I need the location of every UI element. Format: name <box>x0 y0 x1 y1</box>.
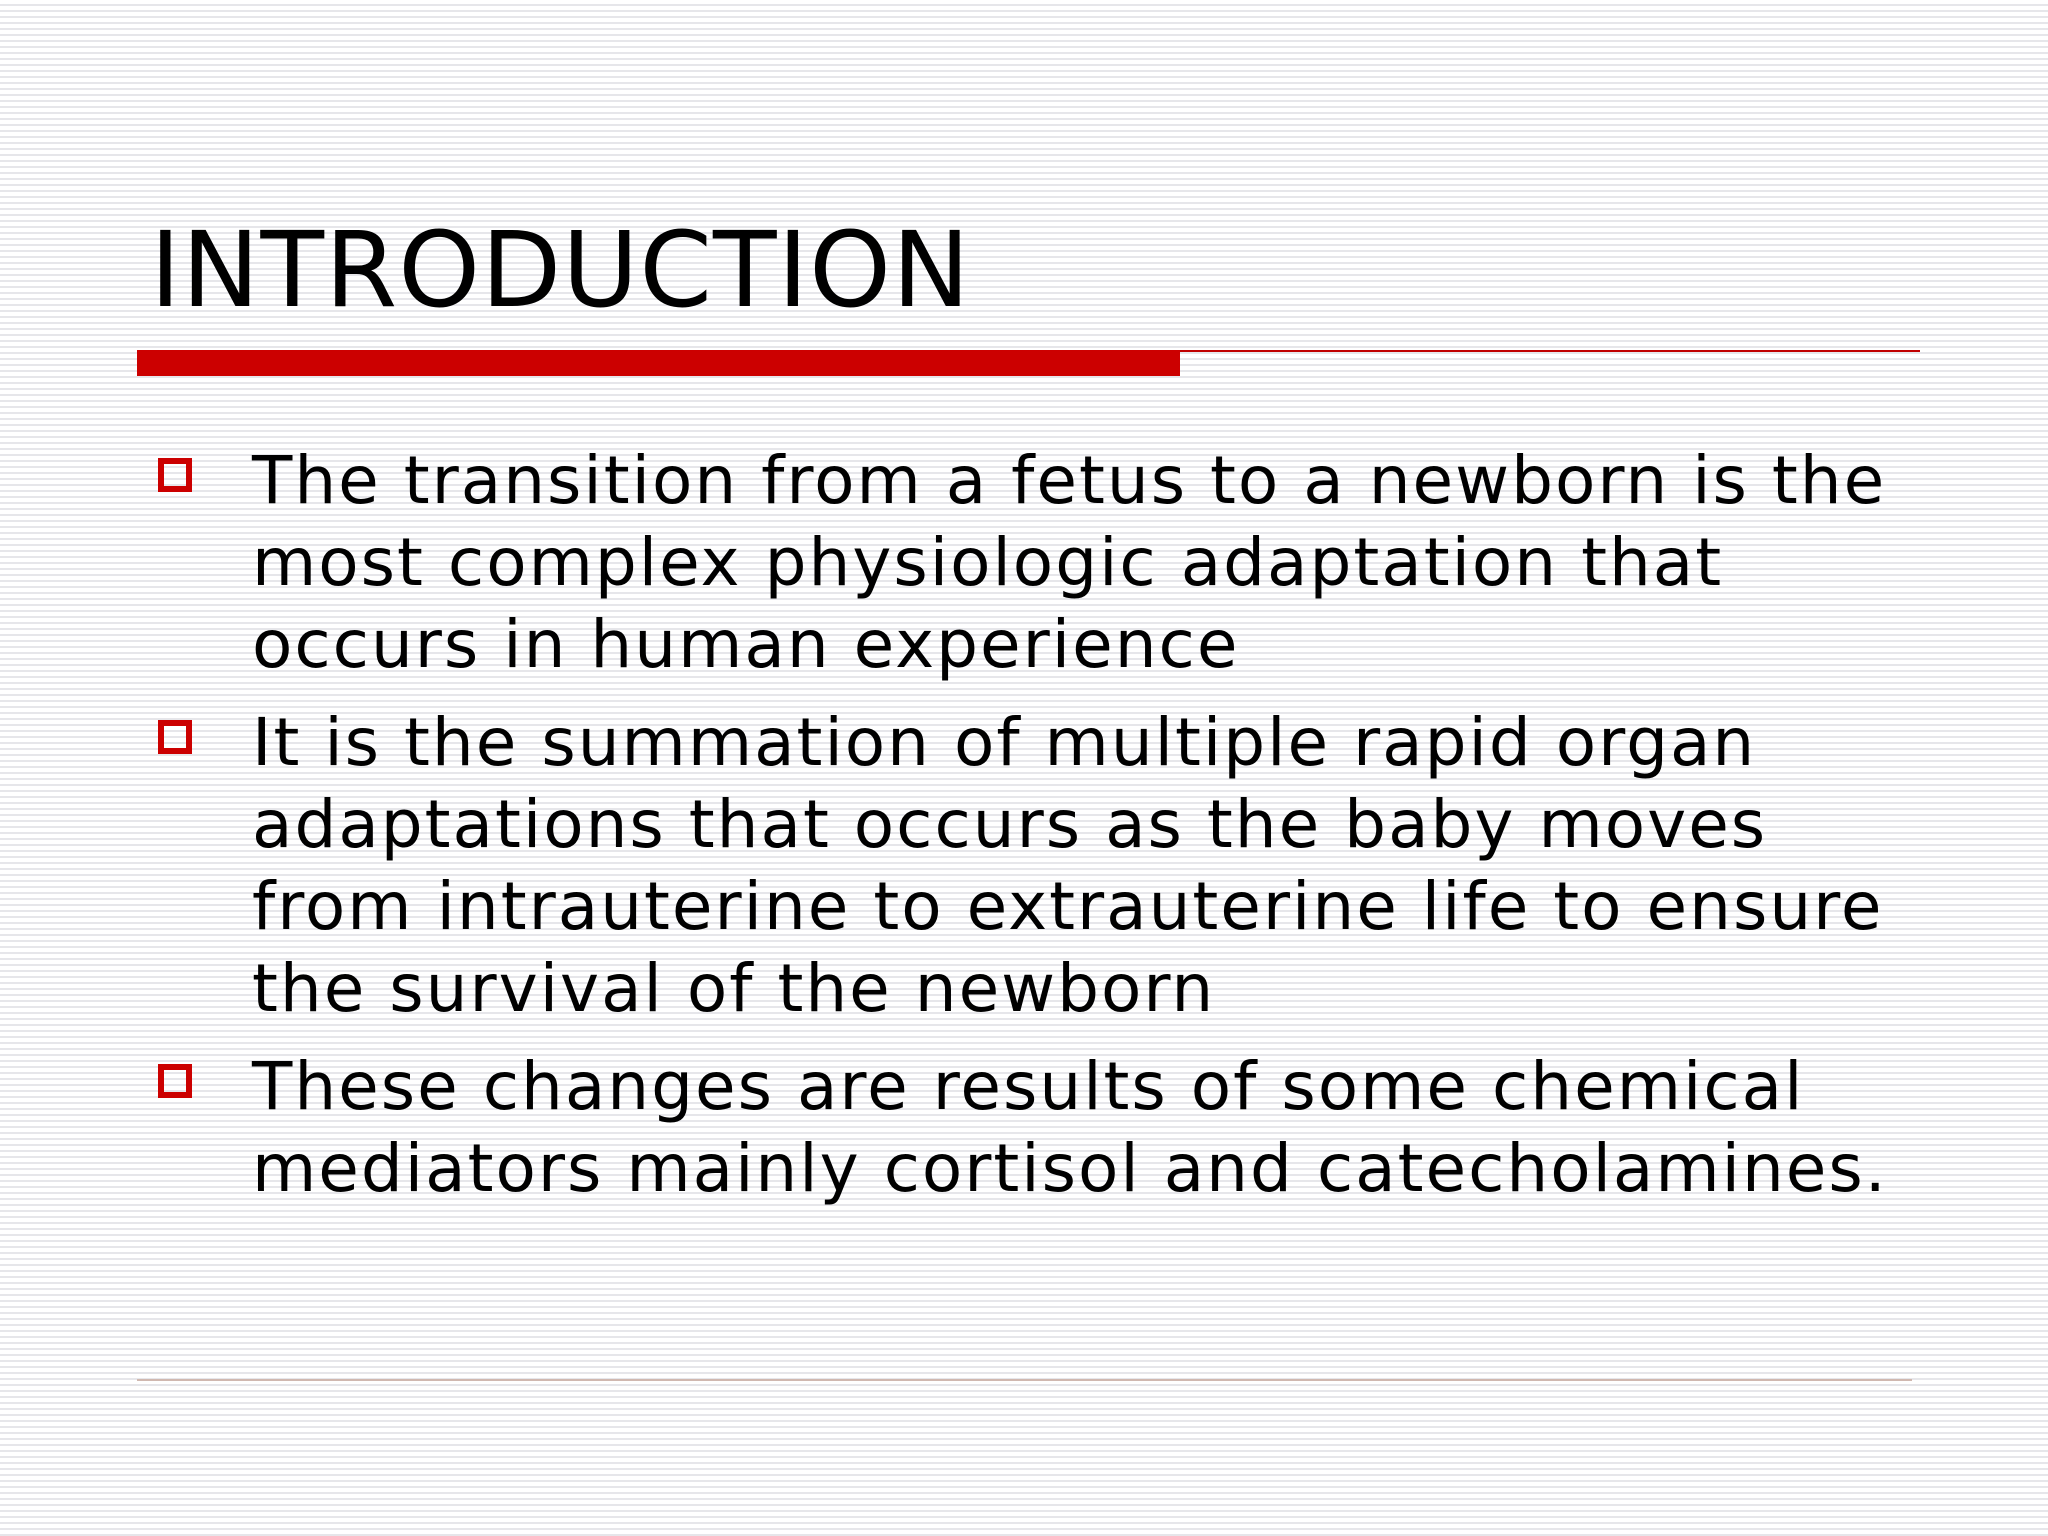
footer-divider <box>137 1379 1912 1381</box>
square-bullet-icon <box>158 720 192 754</box>
bullet-item <box>152 440 1922 686</box>
bullet-text: It is the summation of multiple rapid organ adaptations that occurs as the baby moves from intrauterine to extrauterine life to ensure the survival of the newborn <box>252 704 1884 1027</box>
title-underline-thick <box>137 350 1180 376</box>
bullet-text: These changes are results of some chemical mediators mainly cortisol and catecholamines. <box>252 1048 1888 1207</box>
slide-title: INTRODUCTION <box>150 209 971 331</box>
title-underline-thin <box>1180 350 1920 352</box>
square-bullet-icon <box>158 1064 192 1098</box>
bullet-text: The transition from a fetus to a newborn is the most complex physiologic adaptation that occurs in human experience <box>252 442 1887 683</box>
bullet-item <box>152 702 1922 1030</box>
bullet-list <box>152 440 1922 1226</box>
bullet-item <box>152 1046 1922 1210</box>
square-bullet-icon <box>158 458 192 492</box>
